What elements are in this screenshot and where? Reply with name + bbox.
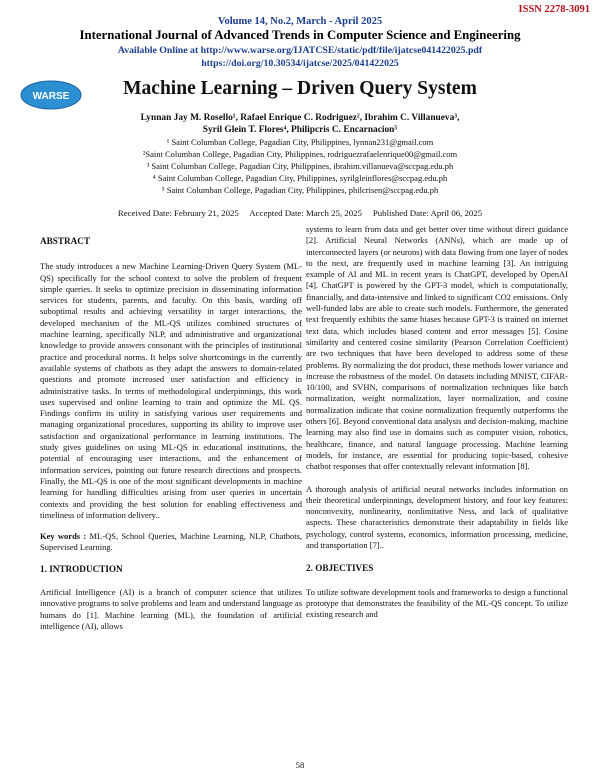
doi-link[interactable]: https://doi.org/10.30534/ijatcse/2025/041422025 bbox=[201, 58, 399, 69]
objectives-text: To utilize software development tools and frameworks to design a functional prototype that demonstrates the feasibility of the ML-QS concept. To utilize existing research and bbox=[306, 586, 568, 620]
keywords-text: ML-QS, School Queries, Machine Learning, NLP, Chatbots, Supervised Learning. bbox=[40, 531, 302, 553]
page-number: 58 bbox=[295, 760, 305, 770]
affiliation-3: ³ Saint Columban College, Pagadian City, Philippines, ibrahim.villanueva@sccpag.edu.ph bbox=[146, 161, 454, 171]
right-column bbox=[306, 224, 568, 621]
affiliation-4: ⁴ Saint Columban College, Pagadian City, Philippines, syrilgleinflores@sccpag.edu.ph bbox=[152, 173, 448, 183]
introduction-heading: 1. INTRODUCTION bbox=[40, 563, 123, 574]
ann-paragraph: A thorough analysis of artificial neural networks includes information on their theoretical underpinnings, development history, and four key features: nonconvexity, nonlinearity, nonlimitative Ness, and lack of qualitative aspects. These characteristics demonstrate their adaptability in fields like psychology, control systems, economics, information processing, medicine, and transportation [7].. bbox=[306, 483, 568, 551]
volume-line: Volume 14, No.2, March - April 2025 bbox=[217, 16, 383, 27]
affiliation-1: ¹ Saint Columban College, Pagadian City, Philippines, lynnan231@gmail.com bbox=[166, 137, 434, 147]
keywords bbox=[40, 531, 302, 554]
abstract-heading: ABSTRACT bbox=[40, 236, 91, 246]
authors-line-2: Syril Glein T. Flores⁴, Philipcris C. Encarnacion⁵ bbox=[202, 125, 398, 135]
affiliation-5: ⁵ Saint Columban College, Pagadian City, Philippines, philcrisen@sccpag.edu.ph bbox=[161, 185, 439, 195]
issn-label: ISSN 2278-3091 bbox=[518, 4, 590, 15]
left-column bbox=[40, 236, 302, 632]
intro-continued-text: systems to learn from data and get better over time without direct guidance [2]. Artificial Neural Networks (ANNs), which are made up of interconnected layers (or neurons) with data flowing from one layer of nodes to the next, are frequently used in machine learning [3]. An intriguing example of AI and ML in recent years is ChatGPT, developed by OpenAI [4]. ChatGPT is powered by the GPT-3 model, which is computationally, financially, and data-intensive and linked to significant CO2 emissions. Only well-funded labs are able to create such models. Furthermore, the generated text frequently exhibits the same biases because GPT-3 is trained on internet text data, which includes biased content and error messages [5]. Cosine similarity and centered cosine similarity (Pearson Correlation Coefficient) are two techniques that have been developed to address some of these problems. By normalizing the dot product, these methods lower variance and increase the robustness of the model. On datasets including MNIST, CIFAR-10/100, and SVHN, comparisons of normalization techniques like batch normalization, weight normalization, layer normalization, and cosine normalization indicate that cosine normalization frequently outperforms the others [6]. Beyond conventional data analysis and decision-making, machine learning may also find use in domains such as computer vision, robotics, healthcare, finance, and natural language processing. Machine learning models, for instance, are essential for producing topic-based, cohesive chatbot responses that offer contextually relevant information [8]. bbox=[306, 224, 569, 472]
publication-dates: Received Date: February 21, 2025 Accepted Date: March 25, 2025 Published Date: April 06, 2025 bbox=[117, 208, 483, 218]
authors-line-1: Lynnan Jay M. Rosello¹, Rafael Enrique C. Rodriguez², Ibrahim C. Villanueva³, bbox=[140, 113, 460, 123]
logo-text: WARSE bbox=[32, 91, 70, 102]
online-url[interactable]: Available Online at http://www.warse.org/IJATCSE/static/pdf/file/ijatcse041422025.pdf bbox=[117, 45, 483, 56]
abstract-text: The study introduces a new Machine Learning-Driven Query System (ML-QS) specifically for the school context to solve the problem of frequent simple queries. It seeks to optimize precision in disseminating information services for students, parents, and faculty. On this basis, warding off suboptimal results and achieving versatility in target interactions, the developed mechanism of the ML-QS utilizes combined structures of machine learning, specifically NLP, and administrative and organizational knowledge to provide answers consonant with the principles of institutional practice and procedural norms. It helps solve shortcomings in the currently available systems of chatbots as they adapt the answers to domain-related questions and promote increased user satisfaction and efficiency in administrative tasks. In terms of methodological underpinnings, this work uses supervised and online learning to train and optimize the ML QS. Findings confirm its utility in satisfying various user requirements and managing organizational procedures, supporting its ability to improve user satisfaction and organizational performance in learning institutions. The study gives guidelines on using ML-QS in educational institutions, the potential of encouraging user interactions, and the enhancement of information services, pointing out future research directions and prospects. Finally, the ML-QS is one of the most significant developments in machine learning for handling difficulties arising from user queries in uncertain contexts and providing the best solution for enabling effectiveness and timeliness of information delivery.. bbox=[40, 261, 302, 520]
journal-name: International Journal of Advanced Trends in Computer Science and Engineering bbox=[79, 28, 521, 42]
authors bbox=[80, 112, 520, 136]
keywords-label: Key words : bbox=[40, 531, 87, 542]
objectives-heading: 2. OBJECTIVES bbox=[306, 563, 374, 574]
introduction-text: Artificial Intelligence (AI) is a branch of computer science that utilizes innovative programs to solve problems and learn and understand language as humans do [1]. Machine learning (ML), the foundation of artificial intelligence (AI), allows bbox=[40, 587, 303, 631]
paper-title: Machine Learning – Driven Query System bbox=[123, 78, 477, 99]
affiliation-2: ²Saint Columban College, Pagadian City, Philippines, rodriguezrafaelenrique00@gmail.com bbox=[142, 149, 458, 159]
